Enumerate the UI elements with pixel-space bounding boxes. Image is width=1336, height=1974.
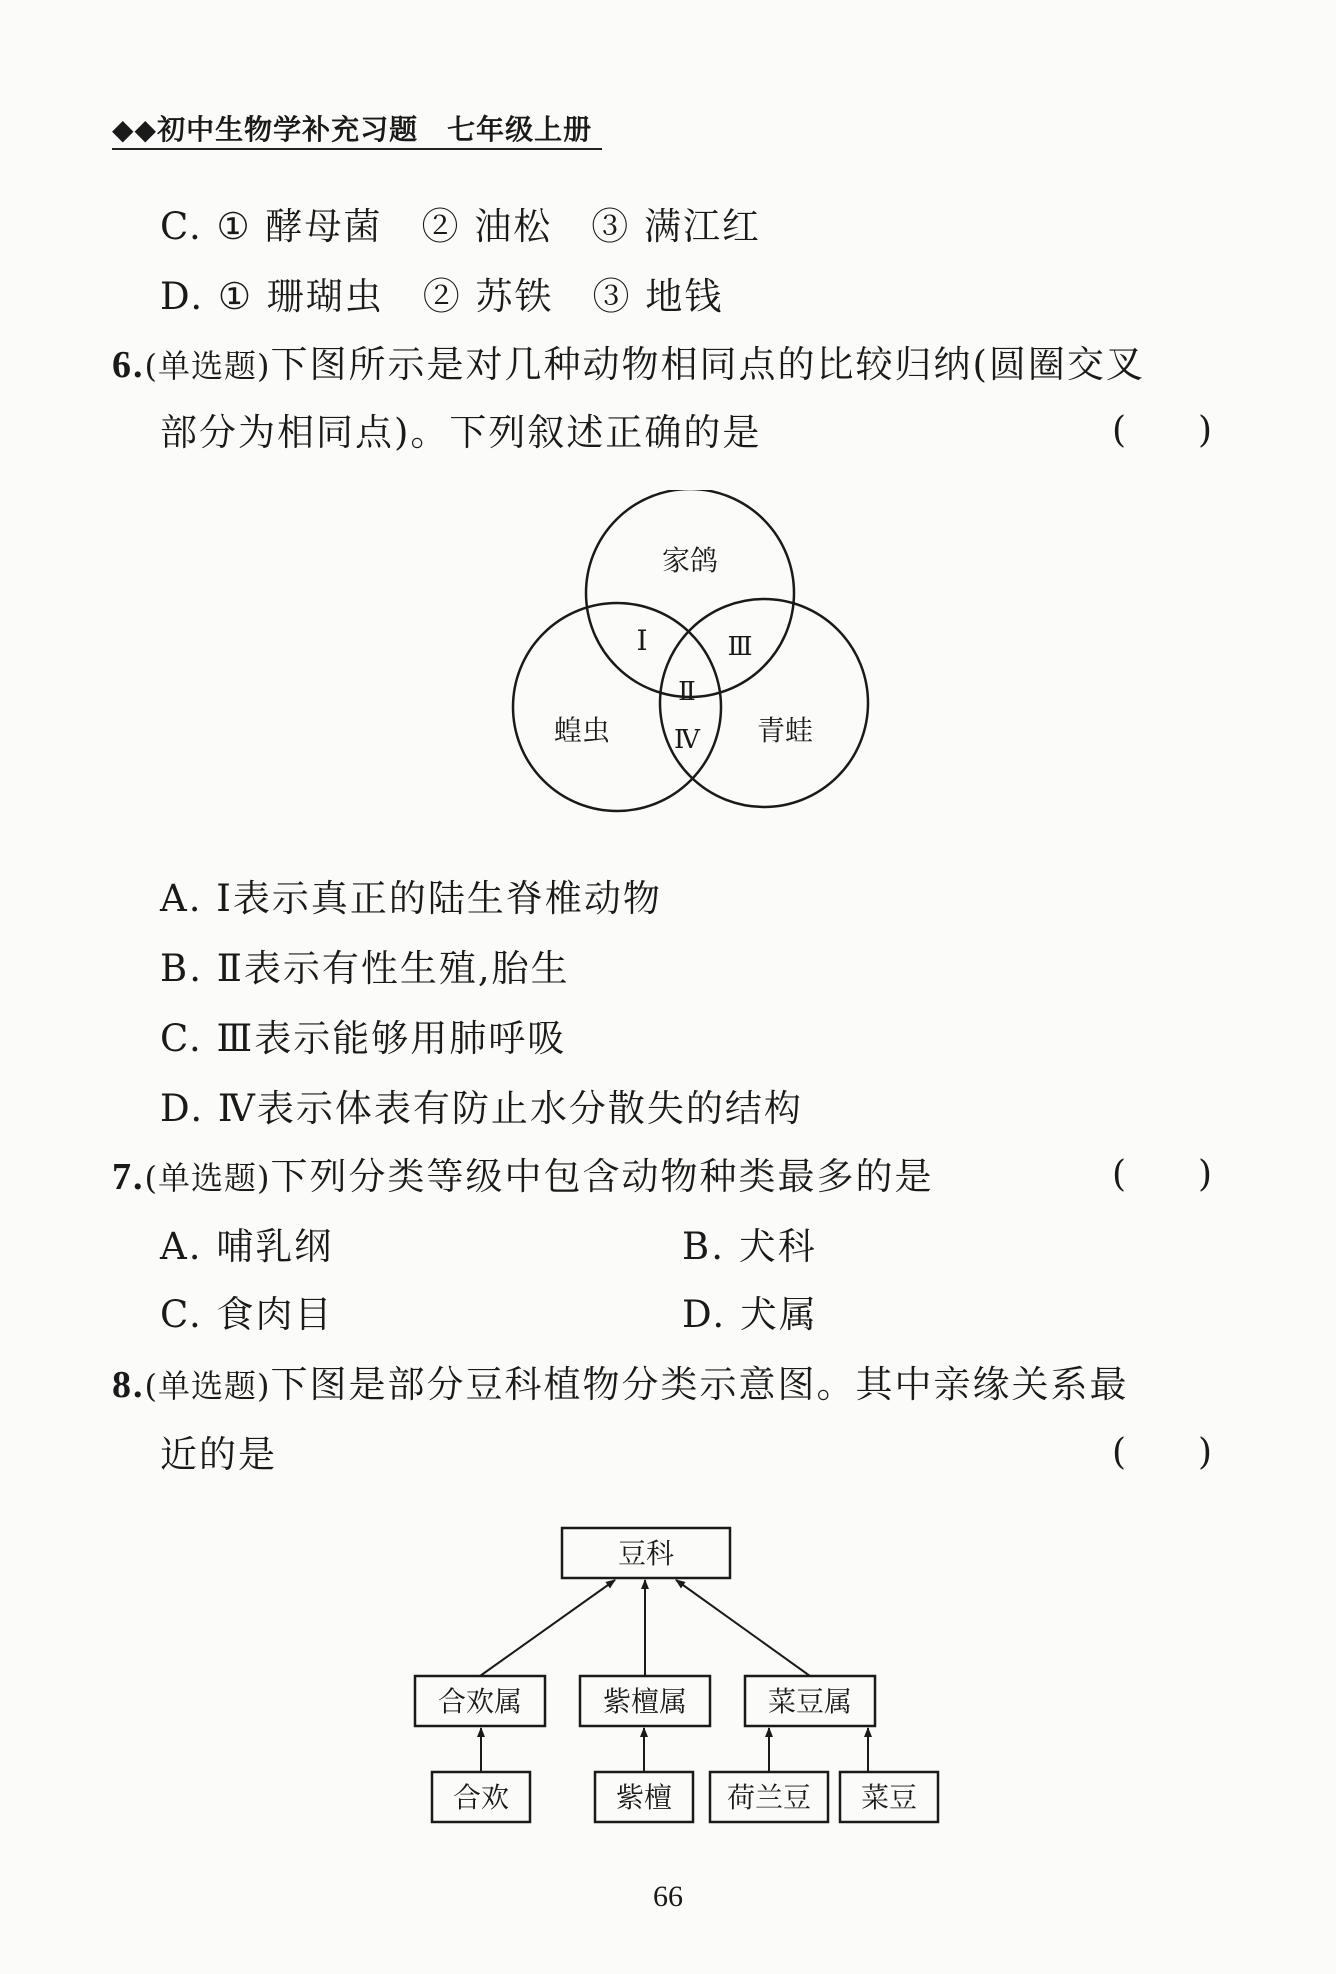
venn-circle-pigeon [586,490,794,697]
q7-option-b: B. 犬科 [682,1225,817,1268]
tree-label-sp1: 合欢 [452,1781,510,1814]
tree-edge-genus1-root [480,1580,615,1676]
tree-label-genus3: 菜豆属 [767,1685,853,1718]
q6-option-b: B. Ⅱ表示有性生殖,胎生 [160,947,570,990]
q8-text1: 下图是部分豆科植物分类示意图。其中亲缘关系最 [270,1363,1129,1406]
q8-stem-line1 [112,1354,1128,1408]
q7-option-d: D. 犬属 [682,1293,818,1336]
tree-edge-genus3-root [676,1580,810,1676]
q7-number: 7. [112,1156,145,1198]
venn-label-locust: 蝗虫 [553,714,611,747]
venn-label-frog: 青蛙 [756,714,814,747]
tree-label-genus2: 紫檀属 [602,1685,688,1718]
header-marker: ◆◆ [112,113,158,146]
q5-option-c: C. ① 酵母菌 ② 油松 ③ 满江红 [160,205,761,248]
venn-circle-locust [513,603,721,811]
q7-option-a: A. 哺乳纲 [160,1225,334,1268]
venn-region-2: Ⅱ [678,677,696,707]
q8-number: 8. [112,1364,145,1406]
q7-stem [112,1146,933,1200]
book-title: 初中生物学补充习题 [157,113,419,146]
q7-answer-paren: ( ) [1112,1154,1213,1195]
q6-option-d: D. Ⅳ表示体表有防止水分散失的结构 [160,1087,803,1130]
q5-option-d: D. ① 珊瑚虫 ② 苏铁 ③ 地钱 [160,275,724,318]
q6-text2: 部分为相同点)。下列叙述正确的是 [160,411,762,454]
q7-text: 下列分类等级中包含动物种类最多的是 [270,1155,934,1198]
venn-region-1: Ⅰ [636,624,648,657]
q7-type: (单选题) [144,1159,271,1197]
header-rule [112,148,602,150]
q6-option-c: C. Ⅲ表示能够用肺呼吸 [160,1017,567,1060]
q8-text2: 近的是 [160,1433,277,1476]
page-number: 66 [653,1880,683,1913]
q8-answer-paren: ( ) [1112,1432,1213,1473]
venn-label-pigeon: 家鸽 [661,544,719,577]
tree-label-sp2: 紫檀 [615,1781,673,1814]
venn-diagram [490,490,890,820]
tree-label-sp4: 菜豆 [860,1781,918,1814]
q6-text1: 下图所示是对几种动物相同点的比较归纳(圆圈交叉 [270,343,1145,386]
q6-answer-paren: ( ) [1112,410,1213,451]
tree-label-root: 豆科 [617,1537,675,1570]
q6-number: 6. [112,344,145,386]
q6-type: (单选题) [144,347,271,385]
running-header [112,108,592,148]
tree-label-sp3: 荷兰豆 [726,1781,812,1814]
venn-region-3: Ⅲ [727,632,753,662]
q6-option-a: A. Ⅰ表示真正的陆生脊椎动物 [160,877,662,920]
q8-type: (单选题) [144,1367,271,1405]
classification-tree [400,1510,940,1830]
q7-option-c: C. 食肉目 [160,1293,334,1336]
grade-label: 七年级上册 [447,113,593,146]
tree-label-genus1: 合欢属 [437,1685,523,1718]
venn-region-4: Ⅳ [674,725,700,755]
q6-stem-line1 [112,334,1145,388]
